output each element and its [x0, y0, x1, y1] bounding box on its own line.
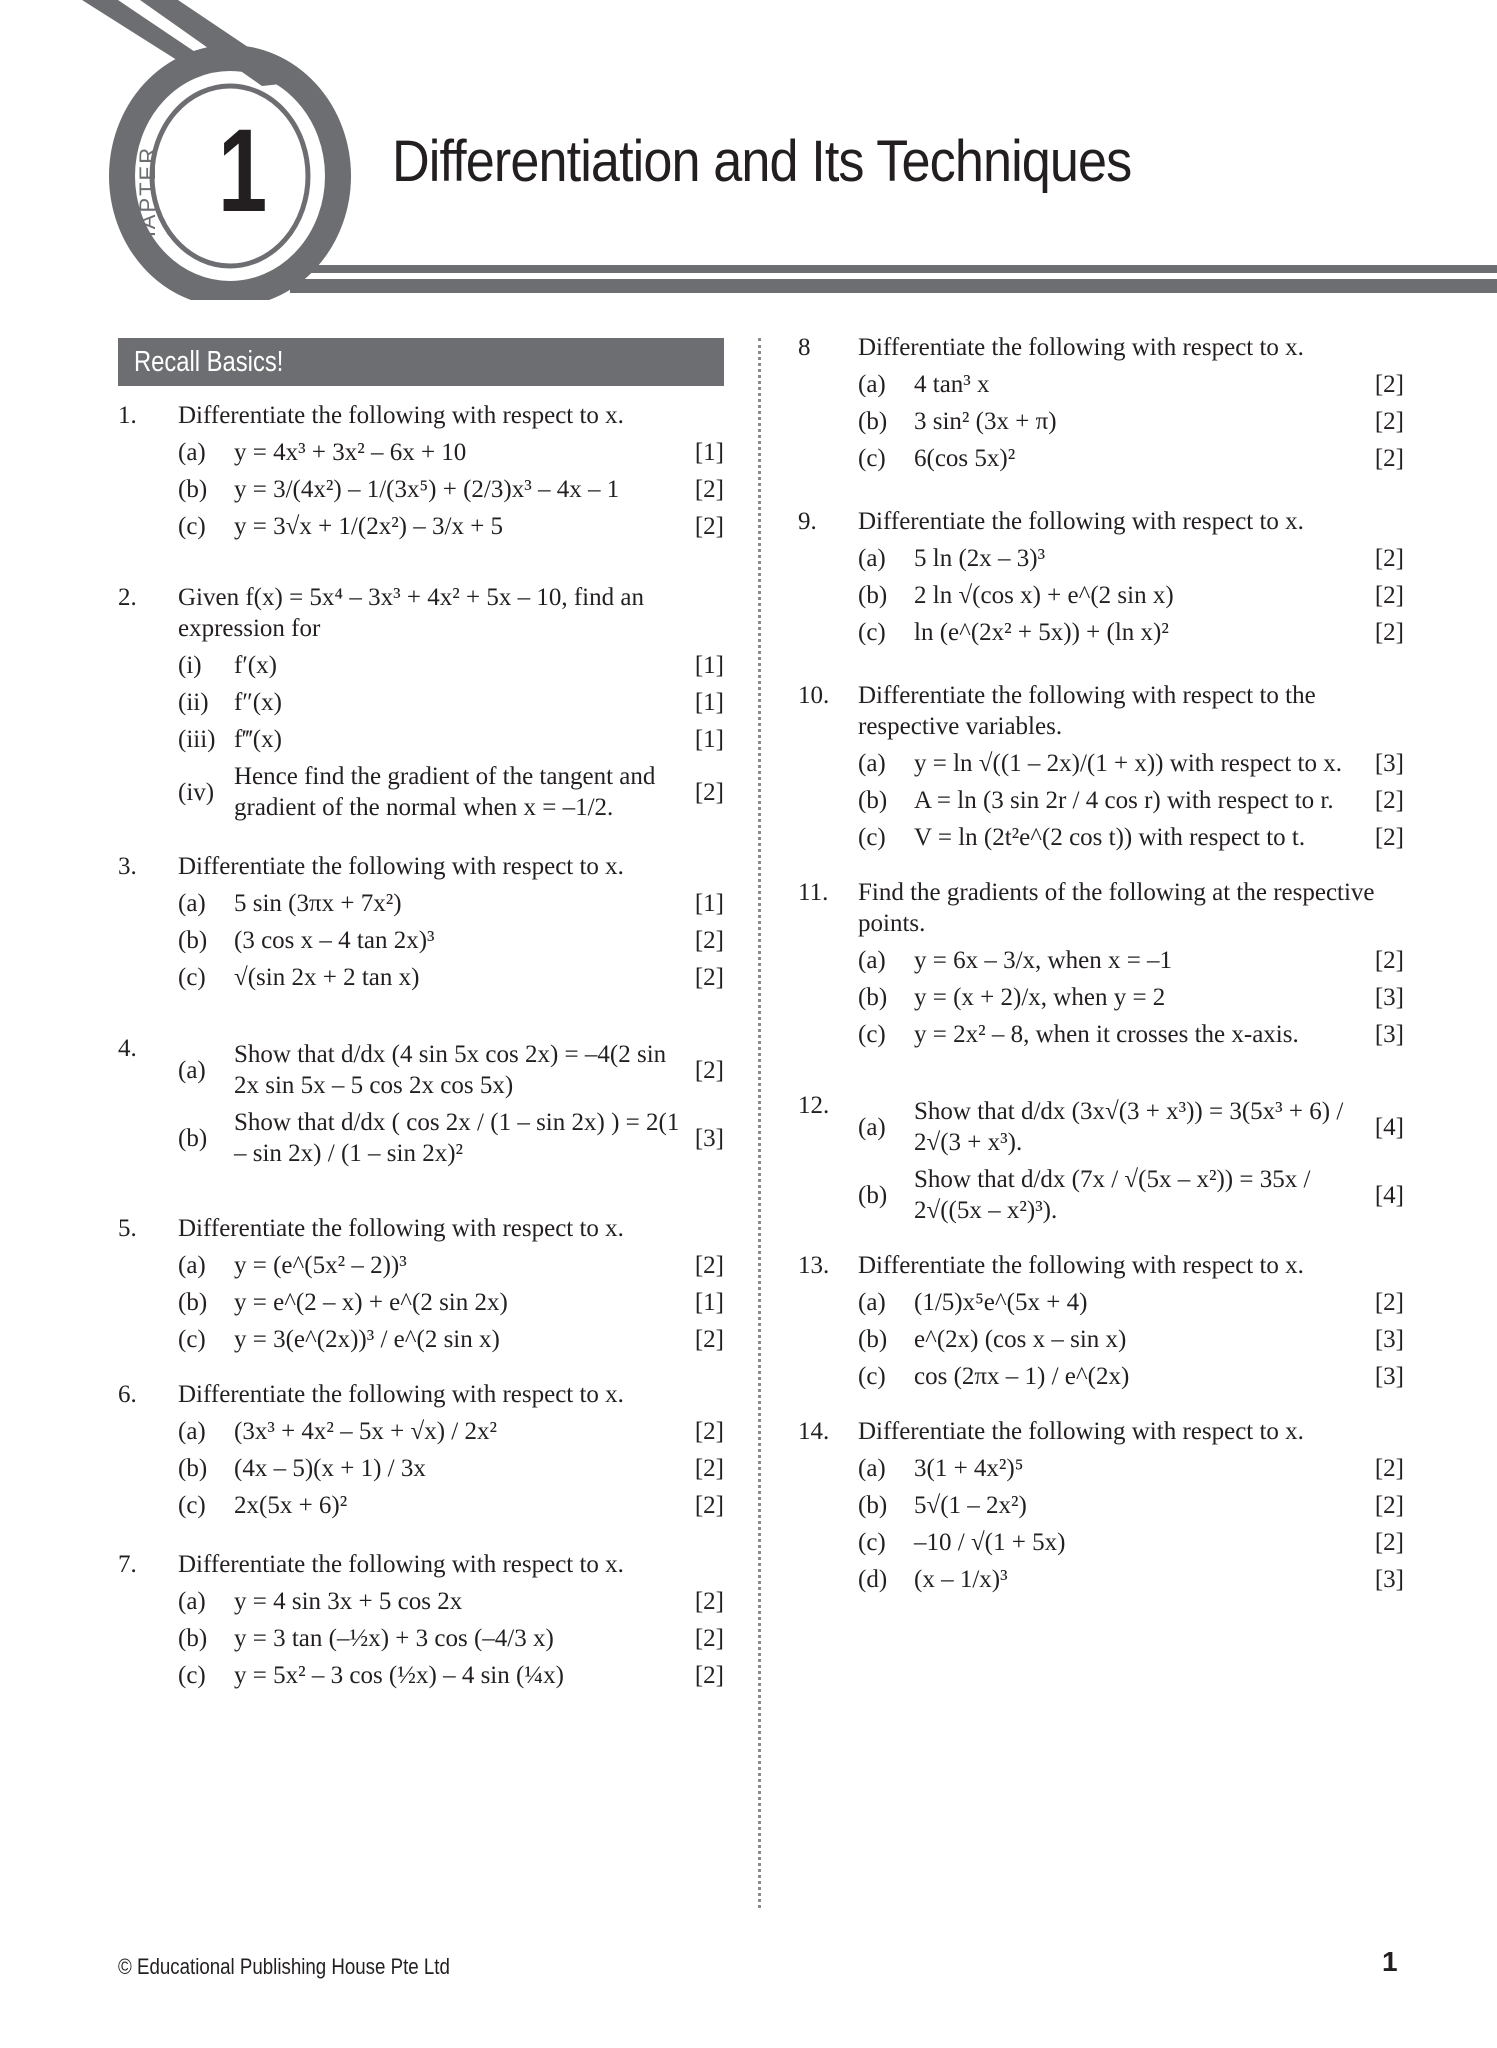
question-part [178, 431, 724, 468]
question-part [858, 611, 1404, 648]
question-number: 14. [798, 1418, 830, 1445]
question [118, 1549, 724, 1691]
part-expr: (1/5)x⁵e^(5x + 4) [914, 1289, 1088, 1316]
question-part [178, 919, 724, 956]
part-label: (b) [178, 476, 208, 503]
part-label: (b) [178, 1289, 208, 1316]
part-marks: [2] [694, 1492, 724, 1519]
part-label: (c) [858, 445, 886, 472]
question-part [178, 644, 724, 681]
part-expr: 5 sin (3πx + 7x²) [234, 890, 402, 917]
part-marks: [2] [694, 1418, 724, 1445]
part-label: (b) [858, 787, 888, 814]
question-stem: Differentiate the following with respect to the respective variables. [858, 682, 1316, 740]
question-stem: Differentiate the following with respect to x. [858, 334, 1304, 361]
part-label: (c) [178, 1326, 206, 1353]
question-part [858, 1318, 1404, 1355]
part-marks: [2] [694, 1588, 724, 1615]
page-number: 1 [1382, 1946, 1398, 1977]
part-expr: y = 6x – 3/x, when x = –1 [914, 947, 1173, 974]
chapter-number: 1 [218, 105, 268, 237]
part-expr: y = 4x³ + 3x² – 6x + 10 [234, 439, 467, 466]
part-expr: 2x(5x + 6)² [234, 1492, 348, 1519]
question [798, 1250, 1404, 1392]
part-label: (b) [178, 1455, 208, 1482]
part-label: (c) [858, 824, 886, 851]
part-marks: [2] [694, 513, 724, 540]
question [118, 851, 724, 993]
question-part [178, 1281, 724, 1318]
part-label: (c) [858, 1021, 886, 1048]
question-stem: Differentiate the following with respect to x. [858, 1252, 1304, 1279]
part-expr: y = 3/(4x²) – 1/(3x⁵) + (2/3)x³ – 4x – 1 [234, 476, 620, 503]
question-number: 4. [118, 1035, 137, 1062]
part-marks: [3] [1374, 1021, 1404, 1048]
question-part [858, 1355, 1404, 1392]
part-label: (a) [858, 371, 886, 398]
question-part [178, 1447, 724, 1484]
question-part [178, 1617, 724, 1654]
part-expr: 6(cos 5x)² [914, 445, 1016, 472]
question-part [858, 816, 1404, 853]
question-part [178, 1101, 724, 1169]
part-expr: f‴(x) [234, 726, 282, 753]
section-banner: Recall Basics! [118, 338, 724, 386]
question-part [858, 1281, 1404, 1318]
part-marks: [2] [1374, 787, 1404, 814]
question [798, 332, 1404, 474]
part-label: (c) [178, 1662, 206, 1689]
part-marks: [2] [1374, 1529, 1404, 1556]
part-marks: [2] [1374, 619, 1404, 646]
part-label: (a) [178, 1252, 206, 1279]
part-marks: [2] [1374, 1492, 1404, 1519]
question-part [178, 1410, 724, 1447]
part-expr: f′(x) [234, 652, 277, 679]
part-marks: [2] [694, 1056, 724, 1084]
copyright-footer: © Educational Publishing House Pte Ltd [118, 1954, 450, 1979]
chapter-header [0, 0, 1497, 300]
part-marks: [1] [694, 890, 724, 917]
question-part [858, 400, 1404, 437]
question-stem: Find the gradients of the following at the respective points. [858, 879, 1375, 937]
question-part [858, 1447, 1404, 1484]
part-marks: [2] [694, 964, 724, 991]
part-marks: [2] [694, 927, 724, 954]
chapter-label: CHAPTER [135, 145, 160, 265]
question [798, 506, 1404, 648]
question-part [858, 1484, 1404, 1521]
question-part [858, 1558, 1404, 1595]
part-expr: Show that d/dx (7x / √(5x – x²)) = 35x / 2√((5x – x²)³). [914, 1166, 1311, 1224]
part-label: (a) [858, 1113, 886, 1141]
left-column [118, 338, 724, 1691]
question-part [858, 363, 1404, 400]
part-expr: (3x³ + 4x² – 5x + √x) / 2x² [234, 1418, 498, 1445]
question-number: 8 [798, 334, 811, 361]
part-expr: (3 cos x – 4 tan 2x)³ [234, 927, 435, 954]
page-title: Differentiation and Its Techniques [392, 129, 1132, 194]
part-marks: [1] [694, 1289, 724, 1316]
question-number: 6. [118, 1381, 137, 1408]
part-label: (a) [858, 947, 886, 974]
question-stem: Given f(x) = 5x⁴ – 3x³ + 4x² + 5x – 10, find an expression for [178, 584, 644, 642]
part-expr: y = 3√x + 1/(2x²) – 3/x + 5 [234, 513, 504, 540]
question-part [858, 1158, 1404, 1226]
part-expr: Hence find the gradient of the tangent and gradient of the normal when x = –1/2. [234, 763, 656, 821]
part-label: (b) [858, 984, 888, 1011]
question-part [858, 976, 1404, 1013]
question-number: 9. [798, 508, 817, 535]
question-part [858, 779, 1404, 816]
part-expr: 3(1 + 4x²)⁵ [914, 1455, 1024, 1482]
question-stem: Differentiate the following with respect to x. [178, 1381, 624, 1408]
part-label: (c) [178, 513, 206, 540]
part-marks: [4] [1374, 1181, 1404, 1209]
part-marks: [2] [1374, 1455, 1404, 1482]
question-part [178, 755, 724, 823]
part-marks: [1] [694, 439, 724, 466]
part-expr: y = (x + 2)/x, when y = 2 [914, 984, 1166, 1011]
part-marks: [1] [694, 726, 724, 753]
question [118, 582, 724, 823]
part-label: (a) [178, 1056, 206, 1084]
part-label: (a) [858, 545, 886, 572]
part-expr: Show that d/dx (3x√(3 + x³)) = 3(5x³ + 6) / 2√(3 + x³). [914, 1098, 1344, 1156]
part-label: (a) [858, 1455, 886, 1482]
question-number: 12. [798, 1092, 830, 1119]
part-marks: [2] [1374, 1289, 1404, 1316]
part-expr: Show that d/dx ( cos 2x / (1 – sin 2x) ) = 2(1 – sin 2x) / (1 – sin 2x)² [234, 1109, 680, 1167]
question-part [858, 1090, 1404, 1158]
part-marks: [2] [694, 476, 724, 503]
part-label: (iv) [178, 778, 215, 806]
question-part [178, 1033, 724, 1101]
question-stem: Differentiate the following with respect to x. [858, 1418, 1304, 1445]
question [118, 1213, 724, 1355]
part-marks: [1] [694, 652, 724, 679]
part-label: (a) [178, 1418, 206, 1445]
question-part [178, 1244, 724, 1281]
part-marks: [2] [1374, 947, 1404, 974]
part-label: (ii) [178, 689, 209, 716]
question-stem: Differentiate the following with respect to x. [178, 853, 624, 880]
part-expr: 3 sin² (3x + π) [914, 408, 1057, 435]
part-marks: [2] [694, 1625, 724, 1652]
part-expr: (4x – 5)(x + 1) / 3x [234, 1455, 426, 1482]
part-expr: y = 3 tan (–½x) + 3 cos (–4/3 x) [234, 1625, 554, 1652]
part-label: (iii) [178, 726, 216, 753]
part-expr: y = 5x² – 3 cos (½x) – 4 sin (¼x) [234, 1662, 564, 1689]
question-number: 11. [798, 879, 829, 906]
part-expr: y = 3(e^(2x))³ / e^(2 sin x) [234, 1326, 500, 1353]
question-stem: Differentiate the following with respect to x. [178, 402, 624, 429]
part-expr: f″(x) [234, 689, 282, 716]
question-part [858, 939, 1404, 976]
part-label: (b) [858, 582, 888, 609]
question-part [178, 505, 724, 542]
part-label: (b) [858, 1181, 888, 1209]
part-marks: [1] [694, 689, 724, 716]
question [798, 1090, 1404, 1226]
part-expr: y = 2x² – 8, when it crosses the x-axis. [914, 1021, 1299, 1048]
part-expr: e^(2x) (cos x – sin x) [914, 1326, 1127, 1353]
question-number: 7. [118, 1551, 137, 1578]
part-marks: [4] [1374, 1113, 1404, 1141]
question-part [858, 1521, 1404, 1558]
part-marks: [3] [1374, 1363, 1404, 1390]
part-expr: y = e^(2 – x) + e^(2 sin 2x) [234, 1289, 508, 1316]
part-expr: A = ln (3 sin 2r / 4 cos r) with respect to r. [914, 787, 1334, 814]
part-marks: [3] [1374, 1566, 1404, 1593]
part-expr: (x – 1/x)³ [914, 1566, 1008, 1593]
question-number: 13. [798, 1252, 830, 1279]
part-label: (a) [178, 439, 206, 466]
part-expr: √(sin 2x + 2 tan x) [234, 964, 420, 991]
question-part [178, 1318, 724, 1355]
part-marks: [2] [1374, 445, 1404, 472]
part-marks: [3] [1374, 984, 1404, 1011]
question-part [858, 437, 1404, 474]
part-expr: –10 / √(1 + 5x) [914, 1529, 1066, 1556]
question-stem: Differentiate the following with respect to x. [178, 1215, 624, 1242]
part-label: (a) [178, 890, 206, 917]
part-label: (c) [858, 1529, 886, 1556]
question-part [178, 1484, 724, 1521]
question-part [178, 956, 724, 993]
column-divider [758, 338, 761, 1908]
part-label: (c) [858, 1363, 886, 1390]
part-expr: 4 tan³ x [914, 371, 990, 398]
question [798, 1416, 1404, 1595]
part-expr: 5√(1 – 2x²) [914, 1492, 1027, 1519]
question-number: 1. [118, 402, 137, 429]
part-label: (c) [858, 619, 886, 646]
part-expr: 2 ln √(cos x) + e^(2 sin x) [914, 582, 1174, 609]
part-expr: Show that d/dx (4 sin 5x cos 2x) = –4(2 sin 2x sin 5x – 5 cos 2x cos 5x) [234, 1041, 667, 1099]
part-marks: [3] [694, 1124, 724, 1152]
part-label: (c) [178, 1492, 206, 1519]
question-part [178, 882, 724, 919]
part-marks: [2] [1374, 371, 1404, 398]
question-stem: Differentiate the following with respect to x. [858, 508, 1304, 535]
part-marks: [2] [1374, 545, 1404, 572]
part-expr: ln (e^(2x² + 5x)) + (ln x)² [914, 619, 1169, 646]
part-label: (b) [858, 1492, 888, 1519]
question-number: 2. [118, 584, 137, 611]
part-expr: cos (2πx – 1) / e^(2x) [914, 1363, 1130, 1390]
question-part [858, 1013, 1404, 1050]
part-expr: y = (e^(5x² – 2))³ [234, 1252, 407, 1279]
right-column [798, 332, 1404, 1595]
part-marks: [2] [694, 1662, 724, 1689]
part-label: (d) [858, 1566, 888, 1593]
question-part [858, 742, 1404, 779]
part-label: (b) [178, 927, 208, 954]
question [118, 1033, 724, 1169]
part-label: (b) [178, 1124, 208, 1152]
question-stem: Differentiate the following with respect to x. [178, 1551, 624, 1578]
part-label: (a) [178, 1588, 206, 1615]
part-marks: [2] [1374, 408, 1404, 435]
part-marks: [2] [694, 1326, 724, 1353]
part-label: (b) [858, 1326, 888, 1353]
question-part [178, 1580, 724, 1617]
part-marks: [2] [694, 778, 724, 806]
question-part [858, 537, 1404, 574]
part-marks: [3] [1374, 750, 1404, 777]
part-label: (b) [178, 1625, 208, 1652]
question [798, 877, 1404, 1050]
part-marks: [2] [1374, 824, 1404, 851]
question-number: 3. [118, 853, 137, 880]
part-label: (c) [178, 964, 206, 991]
question [118, 1379, 724, 1521]
part-expr: y = 4 sin 3x + 5 cos 2x [234, 1588, 463, 1615]
question-part [178, 468, 724, 505]
question [798, 680, 1404, 853]
part-label: (a) [858, 750, 886, 777]
part-expr: y = ln √((1 – 2x)/(1 + x)) with respect to x. [914, 750, 1342, 777]
part-marks: [2] [694, 1455, 724, 1482]
question-part [858, 574, 1404, 611]
part-marks: [3] [1374, 1326, 1404, 1353]
part-label: (a) [858, 1289, 886, 1316]
part-marks: [2] [1374, 582, 1404, 609]
question-part [178, 718, 724, 755]
part-marks: [2] [694, 1252, 724, 1279]
part-expr: 5 ln (2x – 3)³ [914, 545, 1046, 572]
question-part [178, 1654, 724, 1691]
question [118, 400, 724, 542]
question-number: 10. [798, 682, 830, 709]
question-number: 5. [118, 1215, 137, 1242]
part-label: (b) [858, 408, 888, 435]
question-part [178, 681, 724, 718]
part-expr: V = ln (2t²e^(2 cos t)) with respect to t. [914, 824, 1306, 851]
part-label: (i) [178, 652, 202, 679]
